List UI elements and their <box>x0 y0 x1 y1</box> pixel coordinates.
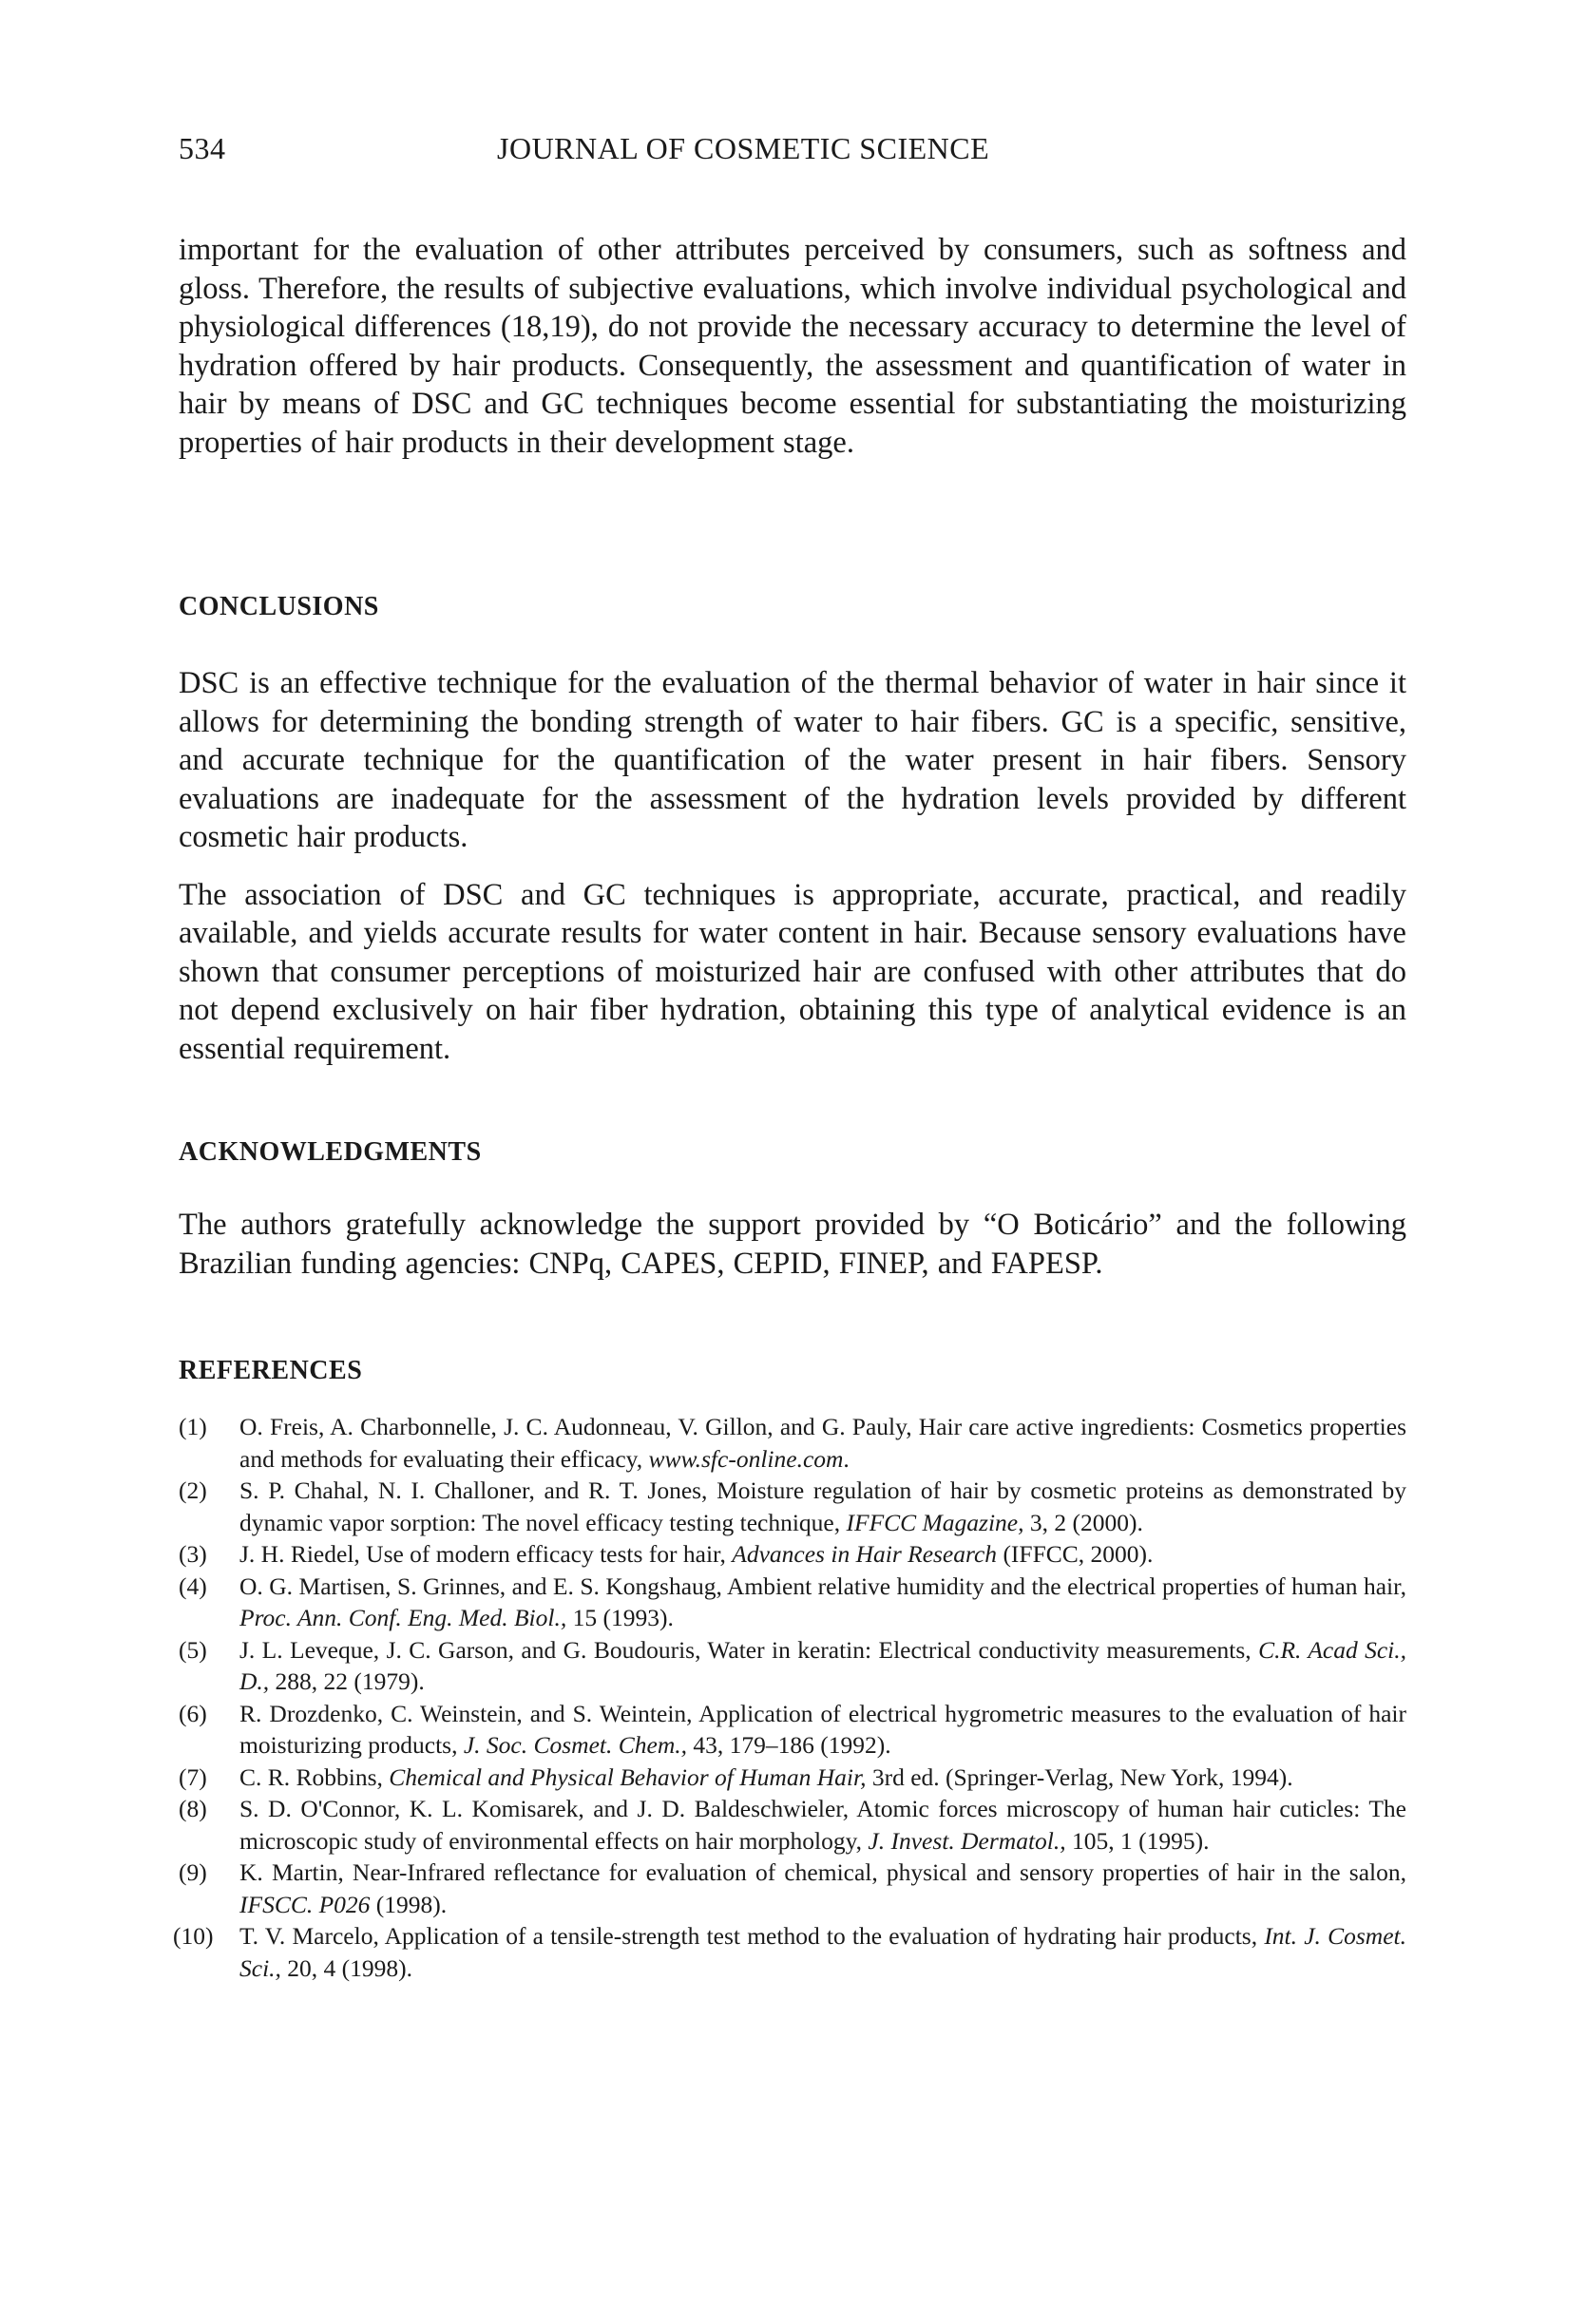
reference-text: J. L. Leveque, J. C. Garson, and G. Boudouris, Water in keratin: Electrical conductivity measurements, <box>239 1635 1259 1664</box>
reference-tail: (1998). <box>370 1890 448 1918</box>
reference-tail: 105, 1 (1995). <box>1065 1826 1210 1855</box>
reference-text: S. P. Chahal, N. I. Challoner, and R. T. Jones, Moisture regulation of hair by cosmetic proteins as demonstrated by dynamic vapor sorption: The novel efficacy testing technique, <box>239 1476 1406 1536</box>
references-list <box>173 1411 1407 1984</box>
reference-item <box>179 1571 1406 1634</box>
reference-source: Proc. Ann. Conf. Eng. Med. Biol., <box>239 1604 567 1631</box>
reference-source: www.sfc-online.com <box>648 1444 844 1473</box>
reference-number: (6) <box>179 1699 207 1727</box>
reference-item <box>179 1793 1406 1857</box>
reference-item <box>179 1411 1406 1475</box>
reference-tail: 3, 2 (2000). <box>1023 1508 1143 1536</box>
journal-title: JOURNAL OF COSMETIC SCIENCE <box>497 131 990 165</box>
conclusions-paragraph-2: The association of DSC and GC techniques is appropriate, accurate, practical, and readily available, and yields accurate results for water content in hair. Because sensory evaluations have shown that consumer perceptions of moisturized hair are confused with other attributes that do not depend exclusively on hair fiber hydration, obtaining this type of analytical evidence is an essential requirement. <box>179 877 1406 1066</box>
reference-item <box>179 1857 1406 1920</box>
reference-source: Int. J. Cosmet. Sci., <box>239 1922 1406 1982</box>
running-head <box>179 131 1404 169</box>
reference-source: J. Invest. Dermatol., <box>868 1826 1066 1855</box>
reference-item <box>179 1538 1406 1571</box>
reference-number: (5) <box>179 1635 207 1664</box>
reference-text: K. Martin, Near-Infrared reflectance for evaluation of chemical, physical and sensory properties of hair in the salon, <box>239 1858 1406 1886</box>
reference-number: (10) <box>173 1922 214 1950</box>
reference-text: J. H. Riedel, Use of modern efficacy tests for hair, <box>239 1540 733 1568</box>
reference-item <box>179 1475 1406 1538</box>
references-heading: REFERENCES <box>179 1356 363 1385</box>
reference-source: IFSCC. P026 <box>239 1890 371 1918</box>
reference-tail: 20, 4 (1998). <box>280 1953 413 1982</box>
reference-item <box>179 1698 1406 1762</box>
reference-tail: . <box>843 1444 850 1473</box>
page-number: 534 <box>179 131 226 165</box>
conclusions-heading: CONCLUSIONS <box>179 592 379 621</box>
reference-tail: 3rd ed. (Springer-Verlag, New York, 1994). <box>866 1762 1293 1791</box>
reference-number: (8) <box>179 1795 207 1822</box>
reference-text: O. Freis, A. Charbonnelle, J. C. Audonneau, V. Gillon, and G. Pauly, Hair care active ingredients: Cosmetics properties and methods for evaluating their efficacy, <box>239 1413 1406 1473</box>
reference-text: R. Drozdenko, C. Weinstein, and S. Weintein, Application of electrical hygrometric measures to the evaluation of hair moisturizing products, <box>239 1699 1406 1759</box>
reference-number: (1) <box>179 1413 207 1440</box>
reference-text: T. V. Marcelo, Application of a tensile-strength test method to the evaluation of hydrating hair products, <box>239 1922 1265 1950</box>
reference-number: (2) <box>179 1476 207 1504</box>
reference-item <box>179 1762 1406 1794</box>
intro-paragraph: important for the evaluation of other attributes perceived by consumers, such as softness and gloss. Therefore, the results of subjective evaluations, which involve individual psychological and physiological differences (18,19), do not provide the necessary accuracy to determine the level of hydration offered by hair products. Consequently, the assessment and quantification of water in hair by means of DSC and GC techniques become essential for substantiating the moisturizing properties of hair products in their development stage. <box>179 233 1406 460</box>
reference-tail: 15 (1993). <box>566 1604 674 1631</box>
reference-source: Chemical and Physical Behavior of Human Hair, <box>389 1762 867 1791</box>
reference-text: O. G. Martisen, S. Grinnes, and E. S. Kongshaug, Ambient relative humidity and the electrical properties of human hair, <box>239 1572 1406 1600</box>
reference-source: IFFCC Magazine, <box>846 1508 1024 1536</box>
reference-tail: 288, 22 (1979). <box>269 1667 425 1695</box>
acknowledgments-paragraph: The authors gratefully acknowledge the support provided by “O Boticário” and the following Brazilian funding agencies: CNPq, CAPES, CEPID, FINEP, and FAPESP. <box>179 1208 1406 1281</box>
acknowledgments-section <box>179 1137 1406 1283</box>
reference-item <box>179 1634 1406 1698</box>
reference-number: (7) <box>179 1762 207 1791</box>
intro-section <box>179 231 1406 462</box>
reference-number: (9) <box>179 1858 207 1886</box>
reference-tail: (IFFCC, 2000). <box>997 1540 1154 1568</box>
references-heading-block <box>179 1356 1406 1386</box>
reference-text: S. D. O'Connor, K. L. Komisarek, and J. D. Baldeschwieler, Atomic forces microscopy of human hair cuticles: The microscopic study of environmental effects on hair morphology, <box>239 1795 1406 1855</box>
reference-source: C.R. Acad Sci., D., <box>239 1635 1407 1695</box>
conclusions-section <box>179 592 1406 1068</box>
reference-source: J. Soc. Cosmet. Chem., <box>463 1731 687 1759</box>
reference-number: (4) <box>179 1572 207 1600</box>
acknowledgments-heading: ACKNOWLEDGMENTS <box>179 1137 482 1167</box>
reference-item <box>173 1920 1406 1984</box>
reference-text: C. R. Robbins, <box>239 1762 390 1791</box>
reference-number: (3) <box>179 1540 207 1568</box>
conclusions-paragraph-1: DSC is an effective technique for the evaluation of the thermal behavior of water in hair since it allows for determining the bonding strength of water to hair fibers. GC is a specific, sensitive, and accurate technique for the quantification of the water present in hair fibers. Sensory evaluations are inadequate for the assessment of the hydration levels provided by different cosmetic hair products. <box>179 666 1406 854</box>
reference-tail: 43, 179–186 (1992). <box>687 1731 891 1759</box>
reference-source: Advances in Hair Research <box>732 1540 998 1568</box>
